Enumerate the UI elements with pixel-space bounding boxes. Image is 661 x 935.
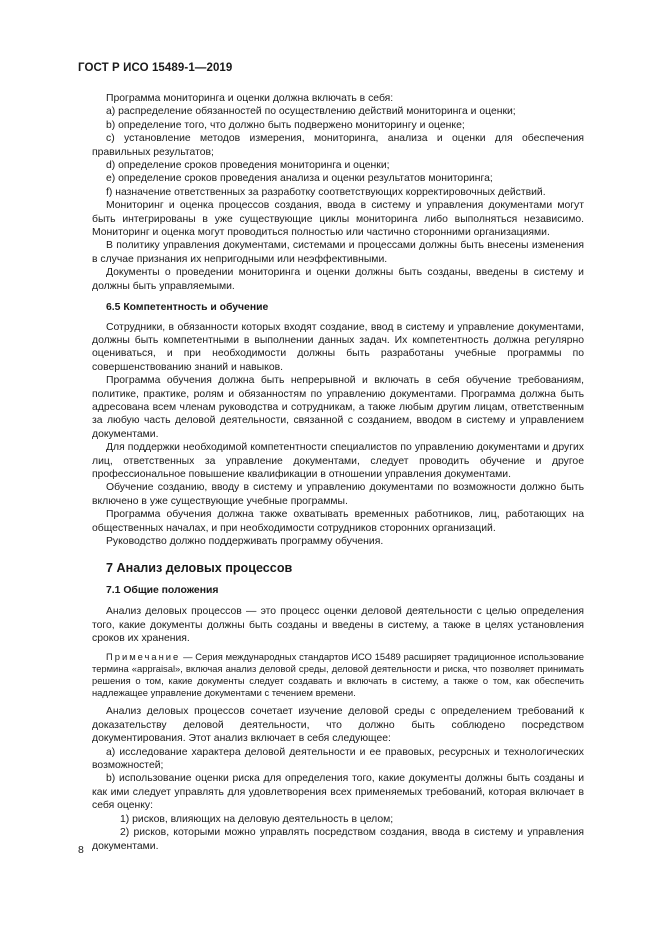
section-heading-6-5: 6.5 Компетентность и обучение	[106, 302, 269, 314]
paragraph: Программа обучения должна также охватывать временных работников, лиц, работающих на общественных началах, и при необходимости сотрудников сторонних организаций.	[92, 509, 584, 534]
list-item: b) использование оценки риска для определения того, какие документы должны быть созданы и как ими следует управлять для удовлетворения всех применяемых требований, которая включает в себя оценку:	[92, 773, 584, 812]
paragraph: В политику управления документами, системами и процессами должны быть внесены изменения в случае признания их непригодными или неэффективными.	[92, 240, 584, 265]
list-item: c) установление методов измерения, мониторинга, анализа и оценки для обеспечения правильных результатов;	[92, 133, 584, 158]
list-item: e) определение сроков проведения анализа и оценки результатов мониторинга;	[106, 173, 493, 185]
sub-list-item: 1) рисков, влияющих на деловую деятельность в целом;	[120, 813, 394, 825]
list-item: d) определение сроков проведения мониторинга и оценки;	[106, 160, 390, 172]
sub-list-item: 2) рисков, которыми можно управлять посредством создания, ввода в систему и управления документами.	[92, 827, 584, 852]
paragraph: Программа обучения должна быть непрерывной и включать в себя обучение требованиям, политике, практике, ролям и обязанностям по управлению документами. Программа должна быть адресована всем членам руководства и сотрудникам, а также любым другим лицам, ответственным за любую часть деловой деятельности, связанной с созданием, вводом в систему и управлением документами.	[92, 375, 584, 440]
list-item: а) распределение обязанностей по осуществлению действий мониторинга и оценки;	[106, 106, 516, 118]
document-header: ГОСТ Р ИСО 15489-1—2019	[78, 62, 233, 74]
section-heading-7: 7 Анализ деловых процессов	[106, 561, 293, 576]
note	[92, 651, 584, 699]
list-item: b) определение того, что должно быть подвержено мониторингу и оценке;	[106, 119, 465, 131]
page-body	[92, 92, 584, 853]
paragraph: Программа мониторинга и оценки должна включать в себя:	[106, 93, 394, 104]
paragraph: Руководство должно поддерживать программу обучения.	[106, 536, 384, 547]
list-item: f) назначение ответственных за разработку соответствующих корректировочных действий.	[106, 186, 546, 198]
paragraph: Мониторинг и оценка процессов создания, ввода в систему и управления документами могут быть интегрированы в уже существующие циклы мониторинга либо выполняться независимо. Мониторинг и оценка могут проводиться полностью или частично сторонними организациями.	[92, 200, 584, 239]
paragraph: Документы о проведении мониторинга и оценки должны быть созданы, введены в систему и должны быть управляемыми.	[92, 267, 584, 292]
list-item: a) исследование характера деловой деятельности и ее правовых, ресурсных и технологических возможностей;	[92, 746, 584, 772]
paragraph: Для поддержки необходимой компетентности специалистов по управлению документами и других лиц, ответственных за управление документами, следует проводить обучение и другое профессиональное повышение квалификации в отношении управления документами.	[92, 442, 584, 480]
note-label: Примечание	[106, 651, 181, 663]
section-heading-7-1: 7.1 Общие положения	[106, 584, 219, 596]
paragraph: Анализ деловых процессов — это процесс оценки деловой деятельности с целью определения того, какие документы должны быть созданы и введены в систему, а также в целях установления сроков их хранения.	[92, 606, 584, 645]
paragraph: Обучение созданию, вводу в систему и управлению документами по возможности должно быть включено в уже существующие учебные программы.	[92, 482, 584, 507]
paragraph: Анализ деловых процессов сочетает изучение деловой среды с определением требований к доказательству деловой деятельности, что должно быть соблюдено посредством документирования. Этот анализ включает в себя следующее:	[92, 706, 584, 745]
page-number: 8	[78, 844, 84, 856]
note-text: — Серия международных стандартов ИСО 15489 расширяет традиционное использование термина «appraisal», включая анализ деловой среды, деловой деятельности и риска, что позволяет принимать решения о том, какие документы следует создавать и включать в систему, а также о том, как обеспечить надлежащее управление документами с течением времени.	[92, 651, 584, 699]
paragraph: Сотрудники, в обязанности которых входят создание, ввод в систему и управление документами, должны быть компетентными в выполнении данных задач. Их компетентность должна регулярно оцениваться, и при необходимости должны быть разработаны учебные программы по совершенствованию знаний и навыков.	[92, 321, 584, 373]
